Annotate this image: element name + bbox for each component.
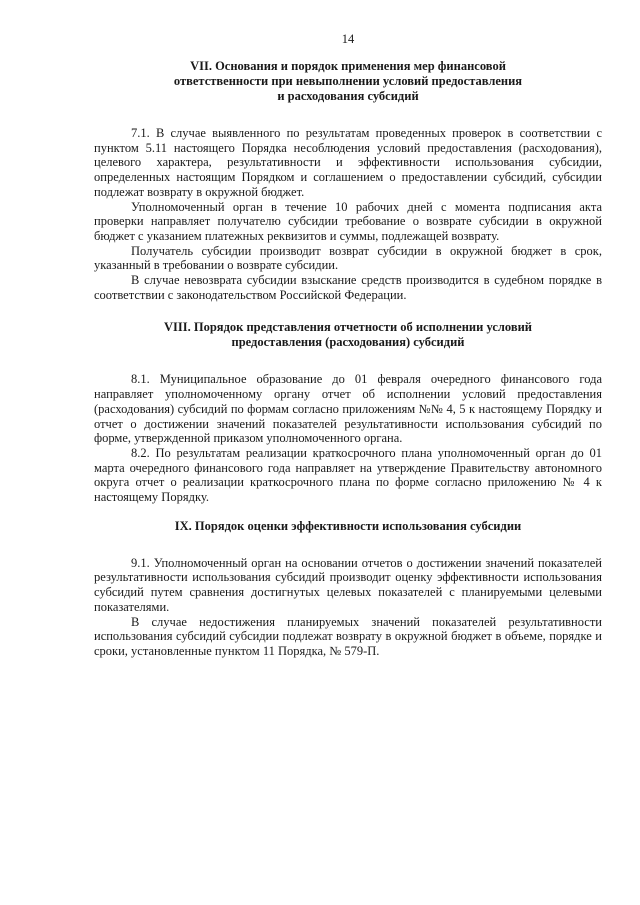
section-vii <box>94 59 602 302</box>
paragraph-7-1: 7.1. В случае выявленного по результатам проведенных проверок в соответствии с пунктом 5.11 настоящего Порядка несоблюдения условий предоставления (расходования), целевого характера, результативности и эффективности использования субсидии, определенных настоящим Порядком и соглашением о предоставлении субсидий, субсидии подлежат возврату в окружной бюджет. <box>94 126 602 199</box>
section-ix-title <box>94 519 602 534</box>
section-viii-title <box>94 320 602 350</box>
section-vii-title-line-2: ответственности при невыполнении условий предоставления <box>173 74 523 88</box>
paragraph-8-1: 8.1. Муниципальное образование до 01 февраля очередного финансового года направляет уполномоченному органу отчет об исполнении условий предоставления (расходования) субсидий по формам согласно приложениям №№ 4, 5 к настоящему Порядку и отчет о достижении значений показателей результативности использования субсидий по форме, утвержденной приказом уполномоченного органа. <box>94 372 602 446</box>
section-ix <box>94 519 602 659</box>
section-viii-title-line-2: предоставления (расходования) субсидий <box>231 335 465 350</box>
section-spacer <box>94 302 602 320</box>
paragraph-7-4: В случае невозврата субсидии взыскание средств производится в судебном порядке в соответствии с законодательством Российской Федерации. <box>94 273 602 302</box>
section-vii-title-line-3: и расходования субсидий <box>277 89 419 103</box>
section-vii-title <box>94 59 602 104</box>
paragraph-9-1: 9.1. Уполномоченный орган на основании отчетов о достижении значений показателей результативности использования субсидий производит оценку эффективности использования субсидий путем сравнения достигнутых целевых показателей с планируемыми целевыми показателями. <box>94 555 602 614</box>
page-number: 14 <box>341 32 355 46</box>
section-viii-title-line-1: VIII. Порядок представления отчетности об исполнении условий <box>164 320 532 335</box>
paragraph-8-2: 8.2. По результатам реализации краткосрочного плана уполномоченный орган до 01 марта очередного финансового года направляет на утверждение Правительству автономного округа отчет о реализации краткосрочного плана по форме согласно приложению № 4 к настоящему Порядку. <box>94 445 602 505</box>
paragraph-9-2: В случае недостижения планируемых значений показателей результативности использования субсидий субсидии подлежат возврату в окружной бюджет в объеме, порядке и сроки, установленные пунктом 11 Порядка, № 579-П. <box>94 614 602 658</box>
paragraph-7-3: Получатель субсидии производит возврат субсидии в окружной бюджет в срок, указанный в требовании о возврате субсидии. <box>94 243 602 273</box>
section-spacer <box>94 505 602 519</box>
paragraph-7-2: Уполномоченный орган в течение 10 рабочих дней с момента подписания акта проверки направляет получателю субсидии требование о возврате субсидии в окружной бюджет с указанием платежных реквизитов и суммы, подлежащей возврату. <box>94 199 602 243</box>
section-vii-title-line-1: VII. Основания и порядок применения мер финансовой <box>190 59 506 73</box>
section-viii <box>94 320 602 504</box>
section-ix-title-line-1: IX. Порядок оценки эффективности использования субсидии <box>174 518 522 533</box>
